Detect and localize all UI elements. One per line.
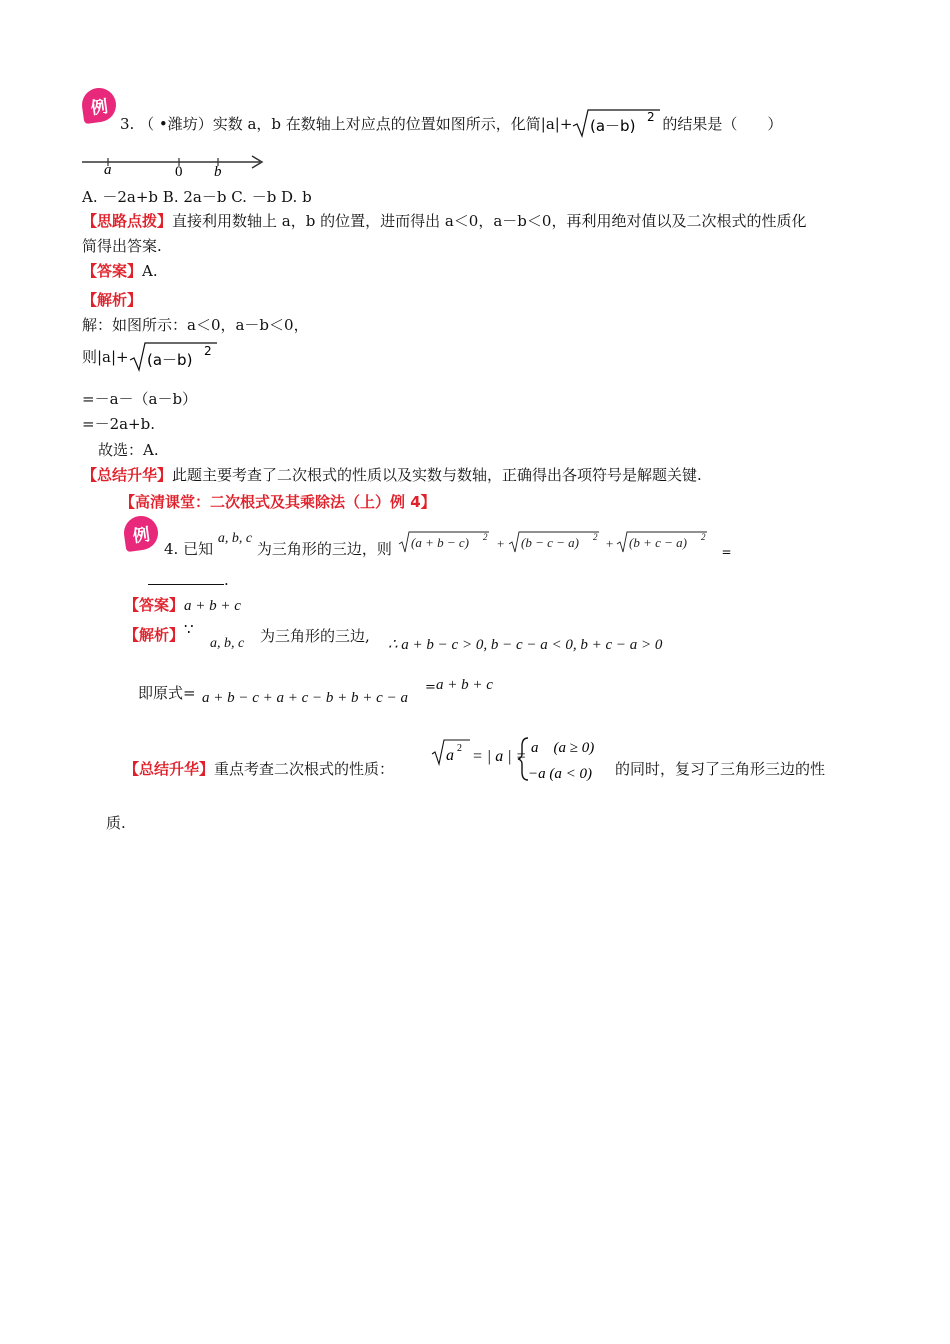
sqrt-expression	[572, 108, 662, 142]
number-line	[80, 150, 270, 180]
summary-prefix: 重点考查二次根式的性质：	[214, 760, 395, 778]
summary-label: 【总结升华】	[82, 466, 173, 484]
original-equals: =	[425, 680, 436, 695]
ex4-radical-sum	[397, 530, 717, 556]
solution-line-2	[82, 340, 219, 376]
blank-period: .	[224, 571, 229, 589]
summary-suffix: 的同时，复习了三角形三边的性	[615, 760, 826, 778]
answer-value-2: a + b + c	[184, 598, 241, 614]
ex4-q-mid: 为三角形的三边，则	[256, 540, 392, 558]
analysis-therefore: ∴ a + b − c > 0, b − c − a < 0, b + c − a > 0	[388, 637, 663, 653]
analysis-triangle: 为三角形的三边,	[260, 627, 370, 645]
hint-line-1: 直接利用数轴上 a，b 的位置，进而得出 a＜0，a－b＜0，再利用绝对值以及二次根式的性质化	[172, 212, 807, 230]
sqrt-expression-2	[129, 340, 219, 376]
radicand-1: (a + b − c)	[410, 535, 469, 550]
ex3-hint	[82, 210, 806, 231]
analysis-label: 【解析】	[82, 291, 143, 309]
ex3-radicand: (a－b)	[590, 117, 636, 135]
exp-3: 2	[700, 532, 706, 542]
ex4-vars: a, b, c	[217, 531, 253, 546]
plus-1: +	[496, 536, 505, 551]
solution-line-2-prefix: 则|a|+	[82, 348, 129, 366]
ex3-exp-2: 2	[203, 344, 212, 358]
ex3-exp: 2	[647, 110, 656, 124]
answer-value: A.	[142, 262, 158, 280]
answer-blank	[148, 568, 229, 589]
solution-line-1: 解：如图所示：a＜0，a－b＜0，	[82, 316, 309, 334]
numberline-zero-label: 0	[175, 164, 183, 180]
exp-2: 2	[592, 532, 598, 542]
ex4-equals: =	[721, 545, 732, 559]
answer-label: 【答案】	[82, 262, 143, 280]
abs-value-property	[430, 734, 614, 784]
case-2: −a (a < 0)	[528, 766, 592, 782]
analysis-label-2: 【解析】	[124, 626, 185, 644]
exp-1: 2	[482, 532, 488, 542]
blank-line	[148, 568, 224, 585]
ex4-q-prefix: 4. 已知	[164, 540, 214, 558]
case-1: a (a ≥ 0)	[531, 740, 595, 756]
ex3-options: A. －2a+b B. 2a－b C. －b D. b	[82, 188, 312, 206]
solution-line-5: 故选：A.	[98, 441, 159, 459]
property-equals: = | a | =	[472, 748, 527, 765]
summary-end: 质.	[106, 814, 126, 832]
ex3-radicand-2: (a－b)	[146, 351, 193, 369]
ex4-answer	[124, 594, 241, 615]
sqrt-icon	[129, 340, 219, 372]
example-badge: 例	[80, 86, 118, 124]
numberline-b-label: b	[214, 164, 222, 180]
original-expression: a + b − c + a + c − b + b + c − a	[202, 690, 408, 706]
ex3-question	[120, 108, 782, 142]
ex3-question-text: 3. （ •潍坊）实数 a，b 在数轴上对应点的位置如图所示，化简|a|+	[120, 115, 573, 133]
summary-label-2: 【总结升华】	[124, 760, 215, 778]
hint-label: 【思路点拨】	[82, 212, 173, 230]
solution-line-3: =－a－（a－b）	[82, 390, 198, 408]
solution-line-4: =－2a+b.	[82, 415, 155, 433]
summary-text: 此题主要考查了二次根式的性质以及实数与数轴，正确得出各项符号是解题关键.	[172, 466, 702, 484]
property-exp: 2	[457, 743, 462, 754]
radicand-2: (b − c − a)	[520, 535, 579, 550]
hint-line-2: 简得出答案.	[82, 237, 162, 255]
plus-2: +	[605, 536, 614, 551]
analysis-vars: a, b, c	[210, 636, 245, 651]
original-result: a + b + c	[436, 677, 493, 693]
example-badge-2: 例	[122, 514, 160, 552]
ex4-question	[164, 530, 732, 566]
original-prefix: 即原式=	[138, 684, 196, 702]
ex3-summary	[82, 464, 702, 485]
ex3-answer	[82, 260, 158, 281]
sqrt-icon	[572, 108, 662, 138]
answer-label-2: 【答案】	[124, 596, 185, 614]
property-radicand: a	[446, 747, 454, 764]
radicand-3: (b + c − a)	[628, 535, 687, 550]
ex3-question-tail: 的结果是（ ）	[662, 115, 783, 133]
because-symbol: ∵	[184, 620, 194, 638]
numberline-a-label: a	[104, 162, 112, 178]
ex4-summary	[124, 758, 394, 779]
section-heading: 【高清课堂：二次根式及其乘除法（上）例 4】	[120, 493, 436, 511]
ex4-analysis	[124, 620, 194, 658]
